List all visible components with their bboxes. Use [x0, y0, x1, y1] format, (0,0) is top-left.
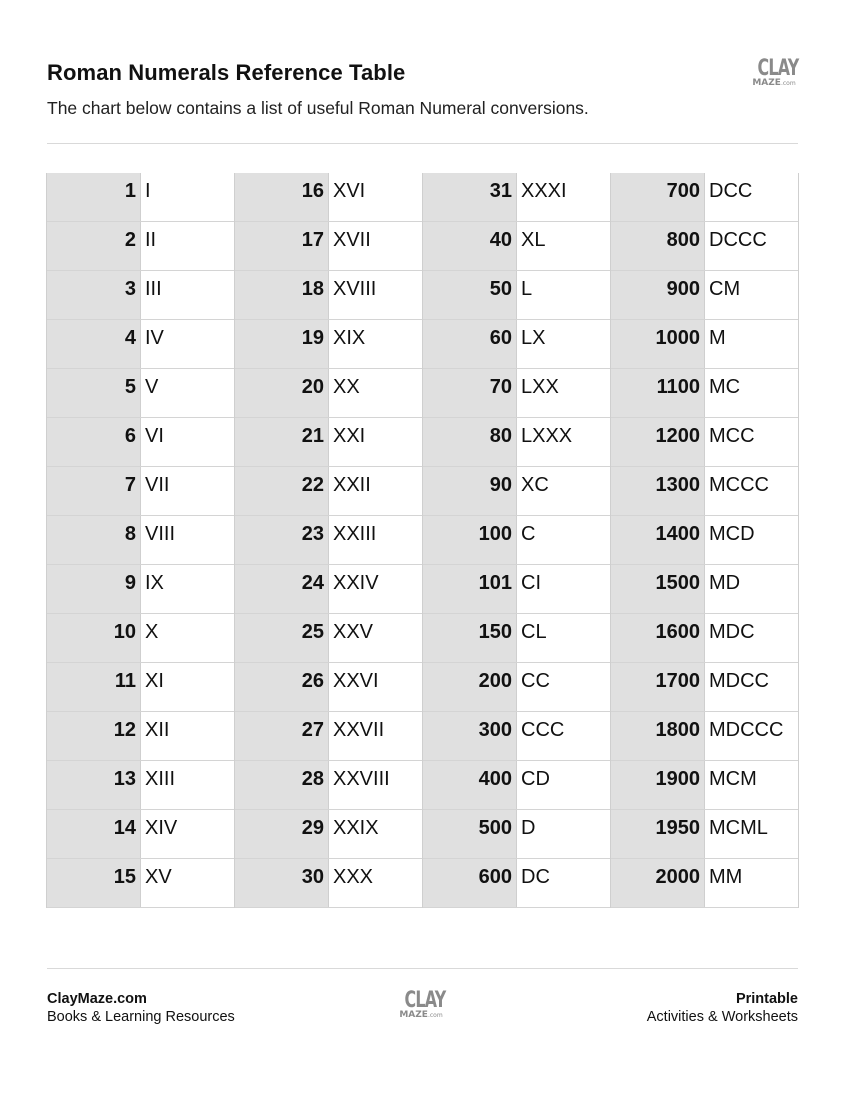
- table-column: [234, 173, 422, 908]
- table-row: [423, 516, 610, 565]
- roman-numeral-cell: XXXI: [521, 180, 567, 202]
- roman-numeral-cell: CM: [709, 278, 741, 300]
- table-row: [235, 614, 422, 663]
- table-row: [47, 761, 234, 810]
- arabic-number-cell: 1400: [611, 516, 705, 564]
- arabic-number-cell: 1800: [611, 712, 705, 760]
- roman-numeral-cell: L: [521, 278, 533, 300]
- footer-logo-bottom-text: MAZE: [399, 1010, 428, 1020]
- roman-numeral-cell: MCD: [709, 523, 755, 545]
- table-row: [47, 614, 234, 663]
- table-row: [611, 859, 798, 908]
- roman-numeral-cell: XVII: [333, 229, 371, 251]
- arabic-number-cell: 28: [235, 761, 329, 809]
- roman-numeral-cell: IV: [145, 327, 164, 349]
- table-row: [235, 712, 422, 761]
- table-row: [423, 320, 610, 369]
- arabic-number-cell: 700: [611, 173, 705, 221]
- table-row: [235, 418, 422, 467]
- table-row: [235, 467, 422, 516]
- claymaze-footer-logo: [398, 990, 444, 1020]
- arabic-number-cell: 300: [423, 712, 517, 760]
- roman-numeral-cell: XXIV: [333, 572, 379, 594]
- roman-numeral-cell: DCCC: [709, 229, 767, 251]
- roman-numeral-cell: I: [145, 180, 151, 202]
- arabic-number-cell: 500: [423, 810, 517, 858]
- arabic-number-cell: 900: [611, 271, 705, 319]
- table-column: [46, 173, 234, 908]
- table-row: [235, 810, 422, 859]
- table-row: [235, 173, 422, 222]
- table-row: [611, 418, 798, 467]
- arabic-number-cell: 6: [47, 418, 141, 466]
- table-row: [235, 320, 422, 369]
- table-row: [235, 369, 422, 418]
- roman-numeral-cell: M: [709, 327, 726, 349]
- roman-numeral-cell: XXIII: [333, 523, 377, 545]
- arabic-number-cell: 1200: [611, 418, 705, 466]
- table-row: [47, 516, 234, 565]
- roman-numeral-cell: CD: [521, 768, 550, 790]
- arabic-number-cell: 9: [47, 565, 141, 613]
- arabic-number-cell: 18: [235, 271, 329, 319]
- arabic-number-cell: 22: [235, 467, 329, 515]
- table-row: [611, 173, 798, 222]
- arabic-number-cell: 21: [235, 418, 329, 466]
- arabic-number-cell: 11: [47, 663, 141, 711]
- arabic-number-cell: 800: [611, 222, 705, 270]
- arabic-number-cell: 2: [47, 222, 141, 270]
- roman-numeral-cell: XXVIII: [333, 768, 390, 790]
- arabic-number-cell: 1900: [611, 761, 705, 809]
- arabic-number-cell: 13: [47, 761, 141, 809]
- footer-logo-suffix-text: .com: [427, 1012, 443, 1019]
- arabic-number-cell: 26: [235, 663, 329, 711]
- logo-top-text: CLAY: [757, 56, 799, 81]
- arabic-number-cell: 16: [235, 173, 329, 221]
- roman-numeral-cell: MCM: [709, 768, 757, 790]
- logo-suffix-text: .com: [780, 80, 796, 87]
- roman-numeral-cell: LXX: [521, 376, 559, 398]
- arabic-number-cell: 29: [235, 810, 329, 858]
- table-row: [423, 565, 610, 614]
- arabic-number-cell: 30: [235, 859, 329, 907]
- logo-bottom-text: MAZE: [752, 78, 781, 88]
- arabic-number-cell: 17: [235, 222, 329, 270]
- table-column: [422, 173, 610, 908]
- roman-numeral-cell: CCC: [521, 719, 565, 741]
- roman-numeral-cell: MC: [709, 376, 741, 398]
- roman-numeral-cell: XIX: [333, 327, 366, 349]
- footer-site-name: ClayMaze.com: [47, 991, 147, 1007]
- roman-numeral-cell: VII: [145, 474, 170, 496]
- roman-numeral-cell: XX: [333, 376, 360, 398]
- table-row: [423, 712, 610, 761]
- roman-numeral-cell: II: [145, 229, 157, 251]
- arabic-number-cell: 20: [235, 369, 329, 417]
- table-row: [47, 271, 234, 320]
- claymaze-logo: [751, 58, 797, 88]
- arabic-number-cell: 80: [423, 418, 517, 466]
- arabic-number-cell: 25: [235, 614, 329, 662]
- footer-left-tagline: Books & Learning Resources: [47, 1009, 235, 1025]
- table-row: [47, 859, 234, 908]
- table-row: [47, 173, 234, 222]
- roman-numeral-cell: V: [145, 376, 159, 398]
- arabic-number-cell: 10: [47, 614, 141, 662]
- footer-left: [47, 990, 235, 1026]
- arabic-number-cell: 4: [47, 320, 141, 368]
- arabic-number-cell: 19: [235, 320, 329, 368]
- table-row: [47, 320, 234, 369]
- table-row: [235, 859, 422, 908]
- arabic-number-cell: 1000: [611, 320, 705, 368]
- table-row: [611, 810, 798, 859]
- table-row: [611, 222, 798, 271]
- table-row: [611, 565, 798, 614]
- table-row: [47, 369, 234, 418]
- table-row: [235, 761, 422, 810]
- roman-numeral-cell: III: [145, 278, 162, 300]
- table-row: [47, 222, 234, 271]
- table-row: [423, 369, 610, 418]
- table-row: [47, 565, 234, 614]
- arabic-number-cell: 1100: [611, 369, 705, 417]
- roman-numeral-cell: VI: [145, 425, 164, 447]
- roman-numeral-cell: XIV: [145, 817, 178, 839]
- table-row: [611, 761, 798, 810]
- arabic-number-cell: 1700: [611, 663, 705, 711]
- arabic-number-cell: 400: [423, 761, 517, 809]
- table-row: [235, 565, 422, 614]
- table-row: [47, 418, 234, 467]
- roman-numeral-cell: CC: [521, 670, 550, 692]
- roman-numeral-cell: CI: [521, 572, 541, 594]
- table-row: [611, 614, 798, 663]
- table-row: [47, 663, 234, 712]
- table-row: [611, 516, 798, 565]
- roman-numeral-cell: MDCCC: [709, 719, 784, 741]
- arabic-number-cell: 24: [235, 565, 329, 613]
- roman-numeral-cell: XXVI: [333, 670, 379, 692]
- arabic-number-cell: 40: [423, 222, 517, 270]
- roman-numeral-cell: XI: [145, 670, 164, 692]
- table-row: [423, 663, 610, 712]
- table-row: [611, 369, 798, 418]
- table-row: [611, 320, 798, 369]
- roman-numeral-cell: MM: [709, 866, 743, 888]
- table-row: [611, 712, 798, 761]
- table-row: [423, 418, 610, 467]
- table-row: [423, 810, 610, 859]
- table-row: [611, 271, 798, 320]
- table-column: [610, 173, 799, 908]
- arabic-number-cell: 8: [47, 516, 141, 564]
- arabic-number-cell: 90: [423, 467, 517, 515]
- table-row: [235, 663, 422, 712]
- roman-numeral-cell: VIII: [145, 523, 176, 545]
- footer-right-tagline: Activities & Worksheets: [646, 1009, 798, 1025]
- roman-numeral-cell: XC: [521, 474, 549, 496]
- arabic-number-cell: 3: [47, 271, 141, 319]
- arabic-number-cell: 31: [423, 173, 517, 221]
- table-row: [611, 467, 798, 516]
- arabic-number-cell: 27: [235, 712, 329, 760]
- table-row: [47, 467, 234, 516]
- footer-logo-top-text: CLAY: [404, 988, 446, 1013]
- table-row: [423, 614, 610, 663]
- roman-numeral-cell: MCML: [709, 817, 768, 839]
- arabic-number-cell: 150: [423, 614, 517, 662]
- roman-numeral-cell: XXX: [333, 866, 374, 888]
- arabic-number-cell: 200: [423, 663, 517, 711]
- arabic-number-cell: 14: [47, 810, 141, 858]
- roman-numeral-cell: MCC: [709, 425, 755, 447]
- arabic-number-cell: 1600: [611, 614, 705, 662]
- arabic-number-cell: 23: [235, 516, 329, 564]
- roman-numeral-cell: XXV: [333, 621, 374, 643]
- roman-numeral-cell: XXI: [333, 425, 366, 447]
- arabic-number-cell: 600: [423, 859, 517, 907]
- roman-numeral-cell: XXII: [333, 474, 371, 496]
- roman-numeral-cell: C: [521, 523, 536, 545]
- table-row: [611, 663, 798, 712]
- roman-numeral-cell: MCCC: [709, 474, 769, 496]
- arabic-number-cell: 100: [423, 516, 517, 564]
- table-row: [235, 271, 422, 320]
- roman-numeral-cell: DC: [521, 866, 550, 888]
- arabic-number-cell: 7: [47, 467, 141, 515]
- arabic-number-cell: 15: [47, 859, 141, 907]
- page-title: Roman Numerals Reference Table: [47, 60, 406, 85]
- table-row: [423, 173, 610, 222]
- roman-numeral-cell: MDC: [709, 621, 755, 643]
- roman-numeral-cell: XIII: [145, 768, 176, 790]
- roman-numeral-cell: IX: [145, 572, 164, 594]
- roman-numeral-cell: XVI: [333, 180, 366, 202]
- footer-divider: [47, 968, 798, 969]
- page-subtitle: The chart below contains a list of useful Roman Numeral conversions.: [47, 98, 589, 118]
- arabic-number-cell: 1500: [611, 565, 705, 613]
- footer-right: [647, 990, 798, 1026]
- table-row: [235, 516, 422, 565]
- table-row: [423, 467, 610, 516]
- roman-numeral-cell: CL: [521, 621, 547, 643]
- roman-numeral-cell: LXXX: [521, 425, 573, 447]
- roman-numeral-cell: LX: [521, 327, 546, 349]
- arabic-number-cell: 5: [47, 369, 141, 417]
- arabic-number-cell: 2000: [611, 859, 705, 907]
- arabic-number-cell: 70: [423, 369, 517, 417]
- table-row: [423, 859, 610, 908]
- arabic-number-cell: 1300: [611, 467, 705, 515]
- arabic-number-cell: 1: [47, 173, 141, 221]
- table-row: [47, 810, 234, 859]
- arabic-number-cell: 50: [423, 271, 517, 319]
- roman-numeral-cell: D: [521, 817, 536, 839]
- roman-numeral-cell: XXIX: [333, 817, 379, 839]
- roman-numeral-cell: XL: [521, 229, 546, 251]
- table-row: [423, 222, 610, 271]
- footer-right-heading: Printable: [735, 991, 798, 1007]
- table-row: [47, 712, 234, 761]
- roman-numeral-cell: MDCC: [709, 670, 769, 692]
- roman-numeral-cell: XV: [145, 866, 172, 888]
- arabic-number-cell: 60: [423, 320, 517, 368]
- header-divider: [47, 143, 798, 144]
- table-row: [423, 271, 610, 320]
- roman-numeral-cell: XVIII: [333, 278, 377, 300]
- roman-numerals-table: [46, 173, 799, 908]
- roman-numeral-cell: X: [145, 621, 159, 643]
- roman-numeral-cell: MD: [709, 572, 741, 594]
- table-row: [235, 222, 422, 271]
- table-row: [423, 761, 610, 810]
- roman-numeral-cell: DCC: [709, 180, 753, 202]
- roman-numeral-cell: XXVII: [333, 719, 385, 741]
- arabic-number-cell: 101: [423, 565, 517, 613]
- roman-numeral-cell: XII: [145, 719, 170, 741]
- arabic-number-cell: 1950: [611, 810, 705, 858]
- arabic-number-cell: 12: [47, 712, 141, 760]
